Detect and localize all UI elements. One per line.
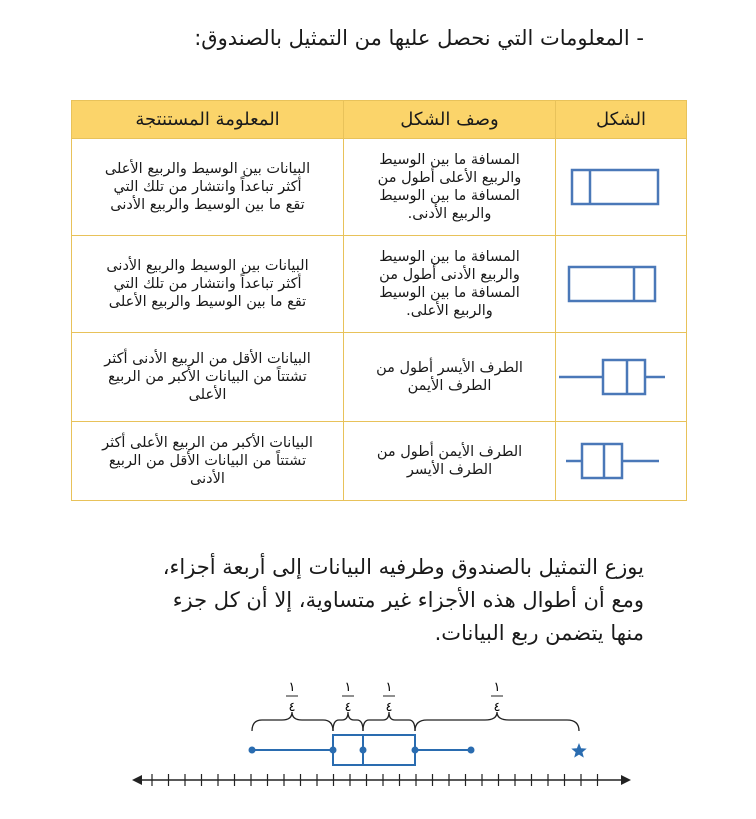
header-description: وصف الشكل bbox=[344, 101, 556, 139]
info-cell: البيانات بين الوسيط والربيع الأعلى أكثر تباعداً وانتشار من تلك التي تقع ما بين الوسيط والربيع الأدنى bbox=[72, 139, 344, 236]
shape-cell bbox=[556, 422, 687, 501]
svg-text:١: ١ bbox=[385, 680, 393, 695]
table-row bbox=[72, 422, 687, 501]
svg-text:١: ١ bbox=[344, 680, 352, 695]
box-plot-info-table bbox=[71, 100, 687, 501]
svg-text:٤: ٤ bbox=[344, 700, 352, 715]
fraction-label bbox=[383, 680, 395, 715]
fraction-label bbox=[491, 680, 503, 715]
description-cell: الطرف الأيمن أطول من الطرف الأيسر bbox=[344, 422, 556, 501]
table-row bbox=[72, 236, 687, 333]
star-icon bbox=[571, 743, 586, 758]
table-header-row bbox=[72, 101, 687, 139]
number-line bbox=[132, 774, 631, 786]
box-median-right-icon bbox=[547, 254, 678, 314]
table-row bbox=[72, 333, 687, 422]
shape-cell bbox=[556, 139, 687, 236]
info-cell: البيانات بين الوسيط والربيع الأدنى أكثر تباعداً وانتشار من تلك التي تقع ما بين الوسيط والربيع الأعلى bbox=[72, 236, 344, 333]
explanation-paragraph: يوزع التمثيل بالصندوق وطرفيه البيانات إلى أربعة أجزاء، ومع أن أطوال هذه الأجزاء غير متساوية، إلا أن كل جزء منها يتضمن ربع البيانات. bbox=[162, 555, 644, 645]
quarter-braces bbox=[252, 712, 579, 731]
svg-text:١: ١ bbox=[288, 680, 296, 695]
page-title: - المعلومات التي نحصل عليها من التمثيل بالصندوق: bbox=[194, 26, 644, 50]
box-plot-long-right-whisker-icon bbox=[547, 436, 678, 486]
description-cell: الطرف الأيسر أطول من الطرف الأيمن bbox=[344, 333, 556, 422]
svg-text:١: ١ bbox=[493, 680, 501, 695]
box-plot-long-left-whisker-icon bbox=[547, 352, 678, 402]
info-cell: البيانات الأقل من الربيع الأدنى أكثر تشتتاً من البيانات الأكبر من الربيع الأعلى bbox=[72, 333, 344, 422]
description-cell: المسافة ما بين الوسيط والربيع الأعلى أطول من المسافة ما بين الوسيط والربيع الأدنى. bbox=[344, 139, 556, 236]
description-cell: المسافة ما بين الوسيط والربيع الأدنى أطول من المسافة ما بين الوسيط والربيع الأعلى. bbox=[344, 236, 556, 333]
fraction-label bbox=[342, 680, 354, 715]
fraction-label bbox=[286, 680, 298, 715]
shape-cell bbox=[556, 236, 687, 333]
header-info: المعلومة المستنتجة bbox=[72, 101, 344, 139]
table-row bbox=[72, 139, 687, 236]
shape-cell bbox=[556, 333, 687, 422]
info-cell: البيانات الأكبر من الربيع الأعلى أكثر تشتتاً من البيانات الأقل من الربيع الأدنى bbox=[72, 422, 344, 501]
header-shape: الشكل bbox=[556, 101, 687, 139]
box-median-left-icon bbox=[547, 157, 678, 217]
svg-text:٤: ٤ bbox=[288, 700, 296, 715]
quartiles-diagram bbox=[0, 665, 756, 815]
svg-text:٤: ٤ bbox=[493, 700, 501, 715]
box-plot bbox=[249, 735, 475, 765]
svg-text:٤: ٤ bbox=[385, 700, 393, 715]
